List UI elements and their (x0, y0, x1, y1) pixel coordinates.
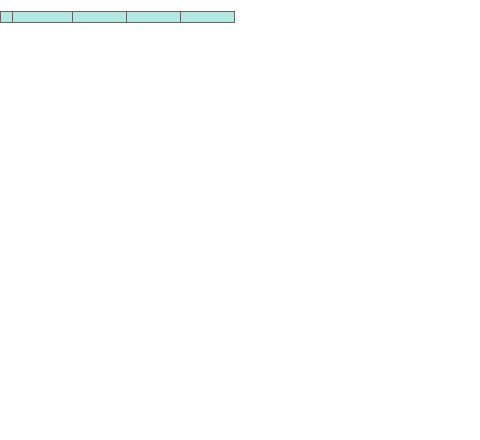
header-gate (1, 12, 13, 23)
entries-table (0, 11, 235, 23)
header-dam (127, 12, 181, 23)
header-sire (73, 12, 127, 23)
header-damsire (181, 12, 235, 23)
header-horse (13, 12, 73, 23)
